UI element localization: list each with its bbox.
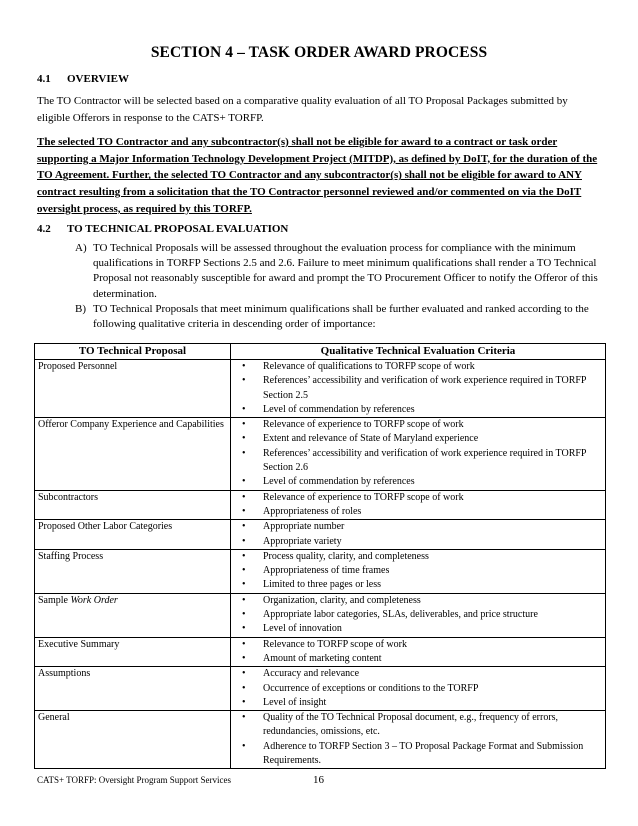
technical-heading-text: TO TECHNICAL PROPOSAL EVALUATION bbox=[67, 223, 289, 235]
criteria-item: • Accuracy and relevance bbox=[234, 667, 602, 681]
table-row bbox=[35, 637, 606, 667]
list-item-text: TO Technical Proposals will be assessed throughout the evaluation process for compliance with the minimum qualifications in TORFP Sections 2.5 and 2.6. Failure to meet minimum qualifications shall render a TO Technical Proposal not reasonably susceptible for award and prompt the TO Procurement Officer to notify the Offeror of this determination. bbox=[93, 242, 598, 300]
criteria-cell bbox=[231, 490, 606, 520]
criteria-item: • Appropriateness of time frames bbox=[234, 564, 602, 578]
evaluation-list bbox=[75, 241, 602, 332]
proposal-section-name: Staffing Process bbox=[35, 549, 231, 593]
criteria-item: • Level of commendation by references bbox=[234, 475, 602, 489]
table-row bbox=[35, 490, 606, 520]
criteria-item: • Occurrence of exceptions or conditions to the TORFP bbox=[234, 682, 602, 696]
criteria-list bbox=[234, 550, 602, 593]
evaluation-criteria-table bbox=[34, 343, 606, 769]
list-item bbox=[75, 241, 602, 302]
table-row bbox=[35, 520, 606, 550]
criteria-cell bbox=[231, 637, 606, 667]
criteria-cell bbox=[231, 360, 606, 418]
criteria-list bbox=[234, 711, 602, 768]
criteria-cell bbox=[231, 549, 606, 593]
criteria-item: • Limited to three pages or less bbox=[234, 578, 602, 592]
criteria-item: • Level of insight bbox=[234, 696, 602, 710]
overview-paragraph: The TO Contractor will be selected based on a comparative quality evaluation of all TO Proposal Packages submitted by eligible Offerors in response to the CATS+ TORFP. bbox=[37, 95, 568, 124]
criteria-list bbox=[234, 360, 602, 417]
table-row bbox=[35, 593, 606, 637]
list-item-label: B) bbox=[75, 302, 86, 315]
criteria-item: • References’ accessibility and verification of work experience required in TORFP Section 2.6 bbox=[234, 447, 602, 476]
criteria-list bbox=[234, 520, 602, 549]
table-header-row bbox=[35, 344, 606, 360]
criteria-list bbox=[234, 594, 602, 637]
technical-number: 4.2 bbox=[37, 223, 51, 235]
section-title: SECTION 4 – TASK ORDER AWARD PROCESS bbox=[150, 44, 488, 61]
table-row bbox=[35, 667, 606, 711]
criteria-item: • Appropriateness of roles bbox=[234, 505, 602, 519]
table-row bbox=[35, 549, 606, 593]
table-row bbox=[35, 418, 606, 490]
proposal-section-name: Offeror Company Experience and Capabilities bbox=[35, 418, 231, 490]
page-number: 16 bbox=[313, 774, 324, 786]
criteria-item: • Organization, clarity, and completeness bbox=[234, 594, 602, 608]
table-body bbox=[35, 360, 606, 769]
criteria-item: • Appropriate labor categories, SLAs, deliverables, and price structure bbox=[234, 608, 602, 622]
list-item bbox=[75, 302, 602, 332]
criteria-item: • Relevance of qualifications to TORFP scope of work bbox=[234, 360, 602, 374]
footer-title: CATS+ TORFP: Oversight Program Support Services bbox=[37, 775, 232, 785]
criteria-item: • Appropriate number bbox=[234, 520, 602, 534]
criteria-item: • Relevance to TORFP scope of work bbox=[234, 638, 602, 652]
list-item-label: A) bbox=[75, 242, 87, 254]
overview-heading bbox=[37, 73, 129, 85]
criteria-item: • Quality of the TO Technical Proposal document, e.g., frequency of errors, redundancies, omissions, etc. bbox=[234, 711, 602, 740]
proposal-section-name-italic: Work Order bbox=[70, 594, 118, 606]
proposal-section-name: Proposed Other Labor Categories bbox=[35, 520, 231, 550]
criteria-cell bbox=[231, 711, 606, 769]
proposal-section-name: General bbox=[35, 711, 231, 769]
criteria-item: • Extent and relevance of State of Maryland experience bbox=[234, 432, 602, 446]
overview-number: 4.1 bbox=[37, 73, 51, 85]
criteria-item: • Process quality, clarity, and completeness bbox=[234, 550, 602, 564]
criteria-cell bbox=[231, 520, 606, 550]
criteria-cell bbox=[231, 418, 606, 490]
criteria-item: • Level of commendation by references bbox=[234, 403, 602, 417]
criteria-cell bbox=[231, 667, 606, 711]
criteria-list bbox=[234, 638, 602, 667]
column-header-criteria: Qualitative Technical Evaluation Criteria bbox=[231, 344, 606, 360]
criteria-list bbox=[234, 418, 602, 489]
proposal-section-name: Assumptions bbox=[35, 667, 231, 711]
criteria-item: • References’ accessibility and verification of work experience required in TORFP Section 2.5 bbox=[234, 374, 602, 403]
criteria-item: • Amount of marketing content bbox=[234, 652, 602, 666]
table-row bbox=[35, 360, 606, 418]
proposal-section-name-plain: Sample bbox=[38, 594, 71, 606]
criteria-cell bbox=[231, 593, 606, 637]
list-item-text: TO Technical Proposals that meet minimum qualifications shall be further evaluated and ranked according to the following qualitative criteria in descending order of importance: bbox=[93, 302, 589, 331]
criteria-list bbox=[234, 667, 602, 710]
technical-evaluation-heading bbox=[37, 223, 288, 235]
proposal-section-name: Executive Summary bbox=[35, 637, 231, 667]
criteria-item: • Relevance of experience to TORFP scope of work bbox=[234, 418, 602, 432]
criteria-item: • Level of innovation bbox=[234, 622, 602, 636]
column-header-proposal: TO Technical Proposal bbox=[35, 344, 231, 360]
proposal-section-name bbox=[35, 593, 231, 637]
proposal-section-name: Subcontractors bbox=[35, 490, 231, 520]
criteria-item: • Relevance of experience to TORFP scope of work bbox=[234, 491, 602, 505]
eligibility-notice: The selected TO Contractor and any subcontractor(s) shall not be eligible for award to a contract or task order supporting a Major Information Technology Development Project (MITDP), as defined by DoIT, for the duration of the TO Agreement. Further, the selected TO Contractor and any subcontractor(s) shall not be eligible for award to ANY contract resulting from a solicitation that the TO Contractor personnel reviewed and/or commented on via the DoIT oversight process, as required by this TORFP. bbox=[37, 136, 598, 215]
criteria-item: • Adherence to TORFP Section 3 – TO Proposal Package Format and Submission Requirements. bbox=[234, 740, 602, 769]
table-row bbox=[35, 711, 606, 769]
overview-heading-text: OVERVIEW bbox=[67, 73, 129, 85]
criteria-list bbox=[234, 491, 602, 520]
proposal-section-name: Proposed Personnel bbox=[35, 360, 231, 418]
criteria-item: • Appropriate variety bbox=[234, 535, 602, 549]
